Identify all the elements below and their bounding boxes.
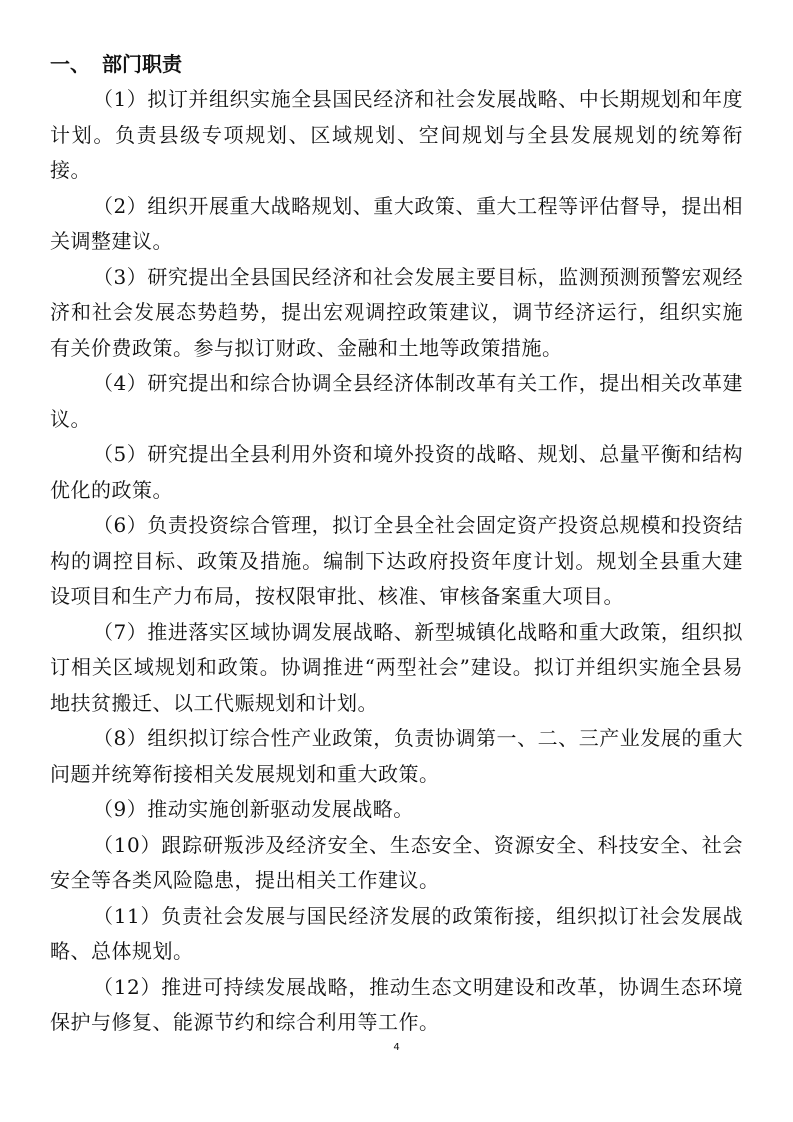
page-number: 4 [393,1042,400,1053]
section-number: 一、 [50,52,90,76]
duty-item-7: （7）推进落实区域协调发展战略、新型城镇化战略和重大政策，组织拟订相关区域规划和政策。协调推进“两型社会”建设。拟订并组织实施全县易地扶贫搬迁、以工代赈规划和计划。 [50,619,743,715]
duty-item-12: （12）推进可持续发展战略，推动生态文明建设和改革，协调生态环境保护与修复、能源节约和综合利用等工作。 [50,974,743,1034]
duty-item-8: （8）组织拟订综合性产业政策，负责协调第一、二、三产业发展的重大问题并统筹衔接相关发展规划和重大政策。 [50,726,743,786]
duty-item-11: （11）负责社会发展与国民经济发展的政策衔接，组织拟订社会发展战略、总体规划。 [50,903,743,963]
duty-item-3: （3）研究提出全县国民经济和社会发展主要目标，监测预测预警宏观经济和社会发展态势趋势，提出宏观调控政策建议，调节经济运行，组织实施有关价费政策。参与拟订财政、金融和土地等政策措施。 [50,264,743,360]
duty-item-6: （6）负责投资综合管理，拟订全县全社会固定资产投资总规模和投资结构的调控目标、政策及措施。编制下达政府投资年度计划。规划全县重大建设项目和生产力布局，按权限审批、核准、审核备案重大项目。 [50,513,743,608]
duty-item-10: （10）跟踪研叛涉及经济安全、生态安全、资源安全、科技安全、社会安全等各类风险隐患，提出相关工作建议。 [50,832,743,892]
section-heading [50,52,182,76]
duty-item-9: （9）推动实施创新驱动发展战略。 [93,797,414,821]
duty-item-5: （5）研究提出全县利用外资和境外投资的战略、规划、总量平衡和结构优化的政策。 [50,442,743,502]
duties-list [50,82,743,1041]
duty-item-1: （1）拟订并组织实施全县国民经济和社会发展战略、中长期规划和年度计划。负责县级专项规划、区域规划、空间规划与全县发展规划的统筹衔接。 [50,87,743,182]
duty-item-4: （4）研究提出和综合协调全县经济体制改革有关工作，提出相关改革建议。 [50,371,743,431]
duty-item-2: （2）组织开展重大战略规划、重大政策、重大工程等评估督导，提出相关调整建议。 [50,193,743,253]
section-title: 部门职责 [102,52,182,76]
